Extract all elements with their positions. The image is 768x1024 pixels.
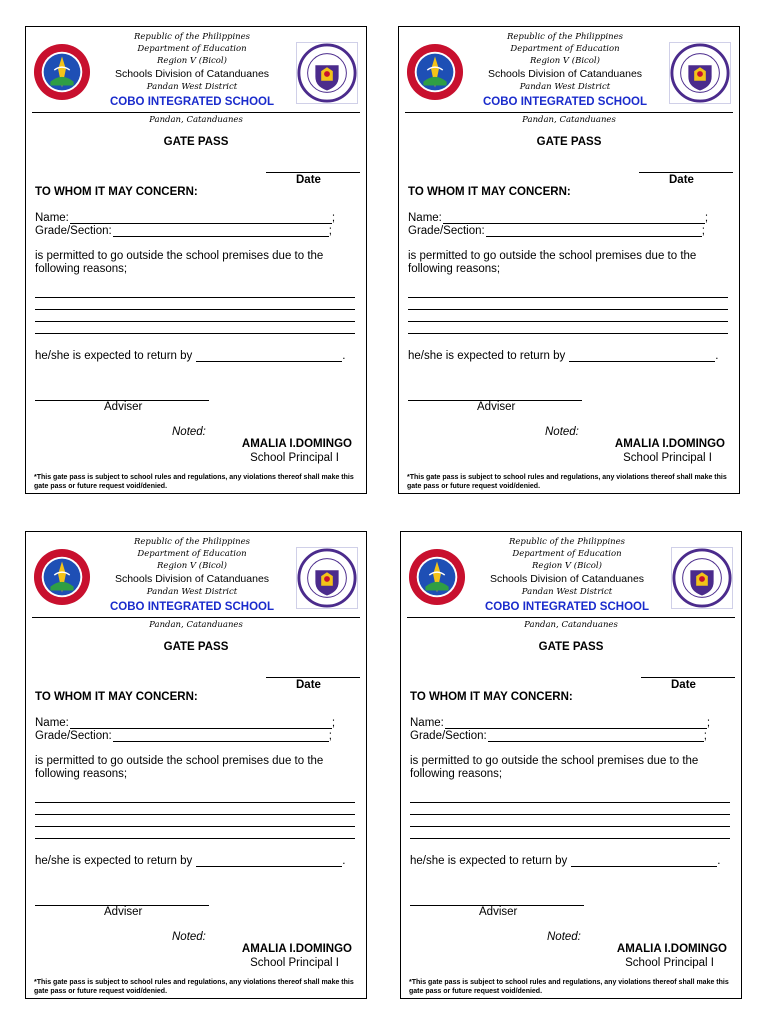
principal-name: AMALIA I.DOMINGO — [614, 438, 725, 450]
return-period: . — [342, 855, 346, 867]
name-label: Name: — [35, 717, 69, 729]
noted-label: Noted: — [545, 426, 579, 438]
name-blank[interactable] — [70, 718, 332, 729]
district-text: Pandan West District — [146, 82, 238, 92]
return-period: . — [717, 855, 721, 867]
permit-text: is permitted to go outside the school premises due to the following reasons; — [408, 250, 697, 275]
date-label: Date — [671, 679, 696, 691]
name-semicolon: ; — [704, 212, 709, 224]
grade-blank[interactable] — [113, 226, 329, 237]
division-text: Schools Division of Catanduanes — [114, 68, 270, 80]
school-logo-icon — [33, 548, 91, 606]
division-text: Schools Division of Catanduanes — [114, 573, 270, 585]
return-field[interactable] — [408, 350, 718, 362]
department-text: Department of Education — [137, 44, 247, 54]
department-text: Department of Education — [510, 44, 620, 54]
salutation: TO WHOM IT MAY CONCERN: — [35, 186, 198, 198]
permit-text: is permitted to go outside the school premises due to the following reasons; — [35, 250, 324, 275]
department-text: Department of Education — [512, 549, 622, 559]
reason-line[interactable] — [410, 814, 730, 815]
header-divider — [407, 617, 735, 618]
reason-line[interactable] — [408, 309, 728, 310]
reason-line[interactable] — [35, 826, 355, 827]
principal-title: School Principal I — [623, 452, 712, 464]
grade-blank[interactable] — [113, 731, 329, 742]
grade-blank[interactable] — [486, 226, 702, 237]
return-field[interactable] — [35, 855, 345, 867]
permit-text: is permitted to go outside the school premises due to the following reasons; — [35, 755, 324, 780]
reason-line[interactable] — [35, 838, 355, 839]
name-semicolon: ; — [331, 212, 336, 224]
grade-label: Grade/Section: — [410, 730, 487, 742]
adviser-label: Adviser — [104, 906, 143, 918]
noted-label: Noted: — [172, 426, 206, 438]
deped-seal-icon — [669, 42, 731, 104]
department-text: Department of Education — [137, 549, 247, 559]
school-name: COBO INTEGRATED SCHOOL — [110, 96, 274, 108]
division-text: Schools Division of Catanduanes — [487, 68, 643, 80]
republic-text: Republic of the Philippines — [133, 537, 251, 547]
grade-section-field[interactable] — [410, 730, 707, 742]
footnote: *This gate pass is subject to school rules and regulations, any violations thereof shall make this gate pass or future request void/denied. — [34, 979, 354, 995]
deped-seal-icon — [296, 42, 358, 104]
grade-semicolon: ; — [703, 730, 707, 742]
school-name: COBO INTEGRATED SCHOOL — [485, 601, 649, 613]
reason-line[interactable] — [35, 802, 355, 803]
division-text: Schools Division of Catanduanes — [489, 573, 645, 585]
permit-text: is permitted to go outside the school premises due to the following reasons; — [410, 755, 699, 780]
district-text: Pandan West District — [521, 587, 613, 597]
principal-title: School Principal I — [250, 452, 339, 464]
address-text: Pandan, Catanduanes — [524, 620, 618, 630]
gate-pass-card — [400, 531, 742, 999]
region-text: Region V (Bicol) — [530, 56, 600, 66]
grade-section-field[interactable] — [35, 730, 332, 742]
return-label: he/she is expected to return by — [35, 855, 193, 867]
return-label: he/she is expected to return by — [410, 855, 568, 867]
reason-line[interactable] — [410, 826, 730, 827]
grade-label: Grade/Section: — [35, 730, 112, 742]
principal-title: School Principal I — [250, 957, 339, 969]
salutation: TO WHOM IT MAY CONCERN: — [410, 691, 573, 703]
header-divider — [405, 112, 733, 113]
address-text: Pandan, Catanduanes — [522, 115, 616, 125]
return-blank[interactable] — [196, 856, 342, 867]
grade-label: Grade/Section: — [408, 225, 485, 237]
name-field[interactable] — [410, 717, 710, 729]
form-title: GATE PASS — [536, 136, 602, 148]
deped-seal-icon — [671, 547, 733, 609]
district-text: Pandan West District — [519, 82, 611, 92]
adviser-label: Adviser — [479, 906, 518, 918]
reason-line[interactable] — [408, 297, 728, 298]
date-label: Date — [669, 174, 694, 186]
name-label: Name: — [35, 212, 69, 224]
region-text: Region V (Bicol) — [532, 561, 602, 571]
principal-name: AMALIA I.DOMINGO — [241, 438, 352, 450]
reason-line[interactable] — [408, 333, 728, 334]
reason-line[interactable] — [35, 814, 355, 815]
region-text: Region V (Bicol) — [157, 561, 227, 571]
footnote: *This gate pass is subject to school rules and regulations, any violations thereof shall make this gate pass or future request void/denied. — [407, 474, 727, 490]
footnote: *This gate pass is subject to school rules and regulations, any violations thereof shall make this gate pass or future request void/denied. — [409, 979, 729, 995]
letterhead — [26, 27, 366, 127]
gate-pass-card — [25, 26, 367, 494]
return-blank[interactable] — [571, 856, 717, 867]
return-field[interactable] — [35, 350, 345, 362]
name-label: Name: — [408, 212, 442, 224]
name-field[interactable] — [35, 717, 335, 729]
header-divider — [32, 617, 360, 618]
salutation: TO WHOM IT MAY CONCERN: — [408, 186, 571, 198]
header-divider — [32, 112, 360, 113]
name-blank[interactable] — [70, 213, 332, 224]
republic-text: Republic of the Philippines — [506, 32, 624, 42]
deped-seal-icon — [296, 547, 358, 609]
reason-line[interactable] — [35, 309, 355, 310]
grade-section-field[interactable] — [35, 225, 332, 237]
address-text: Pandan, Catanduanes — [149, 115, 243, 125]
reason-line[interactable] — [410, 838, 730, 839]
return-field[interactable] — [410, 855, 720, 867]
name-field[interactable] — [35, 212, 335, 224]
grade-section-field[interactable] — [408, 225, 705, 237]
return-blank[interactable] — [569, 351, 715, 362]
reason-line[interactable] — [35, 333, 355, 334]
name-semicolon: ; — [706, 717, 711, 729]
reason-line[interactable] — [35, 297, 355, 298]
return-period: . — [342, 350, 346, 362]
return-label: he/she is expected to return by — [408, 350, 566, 362]
name-semicolon: ; — [331, 717, 336, 729]
principal-name: AMALIA I.DOMINGO — [241, 943, 352, 955]
return-blank[interactable] — [196, 351, 342, 362]
letterhead — [26, 532, 366, 632]
grade-label: Grade/Section: — [35, 225, 112, 237]
date-label: Date — [296, 679, 321, 691]
name-blank[interactable] — [445, 718, 707, 729]
date-label: Date — [296, 174, 321, 186]
adviser-label: Adviser — [104, 401, 143, 413]
reason-line[interactable] — [35, 321, 355, 322]
letterhead — [401, 532, 741, 632]
noted-label: Noted: — [172, 931, 206, 943]
name-field[interactable] — [408, 212, 708, 224]
principal-title: School Principal I — [625, 957, 714, 969]
district-text: Pandan West District — [146, 587, 238, 597]
noted-label: Noted: — [547, 931, 581, 943]
date-blank[interactable] — [639, 172, 733, 173]
grade-blank[interactable] — [488, 731, 704, 742]
letterhead — [399, 27, 739, 127]
republic-text: Republic of the Philippines — [508, 537, 626, 547]
principal-name: AMALIA I.DOMINGO — [616, 943, 727, 955]
salutation: TO WHOM IT MAY CONCERN: — [35, 691, 198, 703]
footnote: *This gate pass is subject to school rules and regulations, any violations thereof shall make this gate pass or future request void/denied. — [34, 474, 354, 490]
name-label: Name: — [410, 717, 444, 729]
school-name: COBO INTEGRATED SCHOOL — [483, 96, 647, 108]
grade-semicolon: ; — [701, 225, 705, 237]
return-period: . — [715, 350, 719, 362]
date-blank[interactable] — [266, 677, 360, 678]
gate-pass-card — [25, 531, 367, 999]
school-logo-icon — [408, 548, 466, 606]
form-title: GATE PASS — [163, 136, 229, 148]
reason-line[interactable] — [408, 321, 728, 322]
date-blank[interactable] — [641, 677, 735, 678]
school-name: COBO INTEGRATED SCHOOL — [110, 601, 274, 613]
gate-pass-card — [398, 26, 740, 494]
reason-line[interactable] — [410, 802, 730, 803]
region-text: Region V (Bicol) — [157, 56, 227, 66]
date-blank[interactable] — [266, 172, 360, 173]
name-blank[interactable] — [443, 213, 705, 224]
grade-semicolon: ; — [328, 225, 332, 237]
address-text: Pandan, Catanduanes — [149, 620, 243, 630]
adviser-label: Adviser — [477, 401, 516, 413]
form-title: GATE PASS — [163, 641, 229, 653]
school-logo-icon — [406, 43, 464, 101]
return-label: he/she is expected to return by — [35, 350, 193, 362]
grade-semicolon: ; — [328, 730, 332, 742]
republic-text: Republic of the Philippines — [133, 32, 251, 42]
school-logo-icon — [33, 43, 91, 101]
form-title: GATE PASS — [538, 641, 604, 653]
